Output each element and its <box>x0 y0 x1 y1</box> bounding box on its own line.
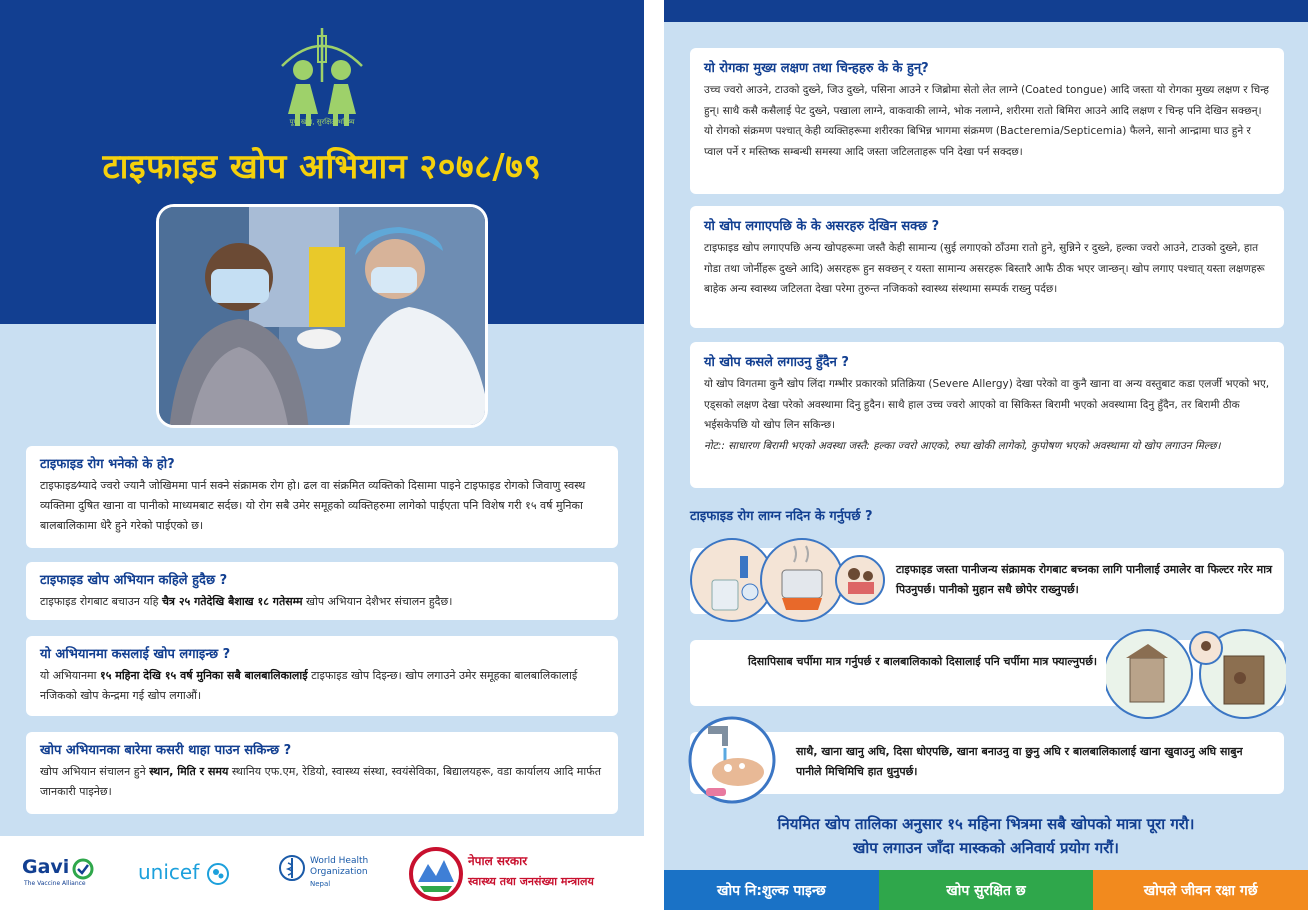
card-note: नोट:: साधारण बिरामी भएको अवस्था जस्तै: हल्का ज्वरो आएको, रुघा खोकी लागेको, कुपोषण भएको अवस्थामा यो खोप लगाउन मिल्छ। <box>704 439 1221 452</box>
prevention-title: टाइफाइड रोग लाग्न नदिन के गर्नुपर्छ ? <box>690 509 873 524</box>
card-who-gets-vaccine <box>26 636 618 716</box>
footer-safe-vaccine: खोप सुरक्षित छ <box>879 870 1094 910</box>
card-body: उच्च ज्वरो आउने, टाउको दुख्ने, जिउ दुख्ने, पसिना आउने र जिब्रोमा सेतो लेत लाग्ने (Coated tongue) आदि जस्ता यो रोगका मुख्य लक्षण र चिन्ह हुन्। साथै कसै कसैलाई पेट दुख्ने, पखाला लाग्ने, वाकवाकी लाग्ने, भोक नलाग्ने, शरीरमा रातो बिमिरा आउने आदि लक्षण र चिन्ह पनि देखिन सक्छन्। यो रोगको संक्रमण पश्चात् केही व्यक्तिहरूमा शरीरका बिभिन्न भागमा संक्रमण (Bacteremia/Septicemia) फैलने, सानो आन्द्रामा घाउ हुने र प्वाल पर्ने र मस्तिष्क सम्बन्धी समस्या आदि जस्ता जटिलताहरू पनि देखा पर्न सक्दछ। <box>704 84 1269 158</box>
right-header-band <box>664 0 1308 22</box>
who-logo <box>278 854 388 886</box>
gov-line-1: नेपाल सरकार <box>468 854 528 868</box>
card-who-should-not <box>690 342 1284 488</box>
card-body: खोप अभियान संचालन हुने स्थान, मिति र समय स्थानिय एफ.एम, रेडियो, स्वास्थ्य संस्था, स्वयंसेविका, बिद्यालयहरू, वडा कार्यालय आदि मार्फत जानकारी पाइनेछ। <box>40 765 601 798</box>
footer-saves-life: खोपले जीवन रक्षा गर्छ <box>1093 870 1308 910</box>
who-name: World Health Organization <box>310 856 369 877</box>
unicef-logo: unicef <box>138 860 200 884</box>
closing-line-2: खोप लगाउन जाँदा मास्कको अनिवार्य प्रयोग गरौं। <box>853 839 1119 857</box>
who-emblem-icon <box>278 854 306 882</box>
card-campaign-when <box>26 562 618 620</box>
gavi-logo: Gavi <box>22 856 70 878</box>
gavi-subtitle: The Vaccine Alliance <box>24 880 86 887</box>
card-body: यो अभियानमा १५ महिना देखि १५ वर्ष मुनिका सबै बालबालिकालाई टाइफाइड खोप दिइन्छ। खोप लगाउने उमेर समूहका बालबालिकालाई नजिकको खोप केन्द्रमा गई खोप लगाऔं। <box>40 669 578 702</box>
card-how-to-know <box>26 732 618 814</box>
prevention-text: दिसापिसाब चर्पीमा मात्र गर्नुपर्छ र बालबालिकाको दिसालाई पनि चर्पीमा मात्र फ्याल्नुपर्छ। <box>748 655 1098 668</box>
prevention-text: साथै, खाना खानु अघि, दिसा धोएपछि, खाना बनाउनु वा छुनु अघि र बालबालिकालाई खाना खुवाउनु अघि साबुन पानीले मिचिमिचि हात धुनुपर्छ। <box>796 745 1243 778</box>
card-heading: यो खोप लगाएपछि के के असरहरु देखिन सक्छ ? <box>704 219 940 234</box>
card-heading: टाइफाइड रोग भनेको के हो? <box>40 457 175 472</box>
card-heading: खोप अभियानका बारेमा कसरी थाहा पाउन सकिन्छ ? <box>40 743 292 758</box>
left-panel <box>0 0 644 910</box>
who-country: Nepal <box>310 880 331 888</box>
card-heading: टाइफाइड खोप अभियान कहिले हुदैछ ? <box>40 573 228 588</box>
logo-tagline: पूर्ण खोप, सुरक्षित भविष्य <box>289 118 355 126</box>
closing-message <box>664 812 1308 860</box>
partner-logos <box>0 836 644 910</box>
card-heading: यो खोप कसले लगाउनु हुँदैन ? <box>704 355 849 370</box>
page-title: टाइफाइड खोप अभियान २०७८/७९ <box>102 147 542 187</box>
prevention-text: टाइफाइड जस्ता पानीजन्य संक्रामक रोगबाट बच्नका लागि पानीलाई उमालेर वा फिल्टर गरेर मात्र पिउनुपर्छ। पानीको मुहान सधै छोपेर राख्नुपर्छ। <box>896 563 1273 596</box>
gavi-globe-icon <box>72 858 94 880</box>
right-panel <box>664 0 1308 910</box>
card-symptoms <box>690 48 1284 194</box>
card-side-effects <box>690 206 1284 328</box>
card-heading: यो अभियानमा कसलाई खोप लगाइन्छ ? <box>40 647 231 662</box>
footer-band <box>664 870 1308 910</box>
government-logo <box>408 846 628 902</box>
nepal-emblem-icon <box>408 846 464 902</box>
closing-line-1: नियमित खोप तालिका अनुसार १५ महिना भित्रमा सबै खोपको मात्रा पूरा गरौ। <box>777 815 1195 833</box>
vaccination-photo <box>156 204 488 428</box>
toilet-illustration <box>1106 628 1286 720</box>
footer-free-vaccine: खोप नि:शुल्क पाइन्छ <box>664 870 879 910</box>
card-body: यो खोप विगतमा कुनै खोप लिंदा गम्भीर प्रकारको प्रतिक्रिया (Severe Allergy) देखा परेको वा कुनै खाना वा अन्य वस्तुबाट कडा एलर्जी भएको भए, एड्सको लक्षण देखा परेको अवस्थामा दिनु हुदैन। साथै हाल उच्च ज्वरो आएको वा सिकिस्त बिरामी भएको अवस्थामा दिनु हुँदैन, तर बिरामी ठीक भईसकेपछि यो खोप लिन सकिन्छ। <box>704 378 1270 431</box>
boiling-water-illustration <box>690 536 886 624</box>
unicef-emblem-icon <box>206 862 230 886</box>
prevention-handwash <box>690 732 1284 794</box>
card-body: टाइफाइड खोप लगाएपछि अन्य खोपहरूमा जस्तै केही सामान्य (सुई लगाएको ठाँउमा रातो हुने, सुन्निने र दुख्ने, हल्का ज्वरो आउने, टाउको दुख्ने, हात गोडा तथा जोर्नीहरू दुख्ने आदि) असरहरू हुन सक्छन् र यस्ता सामान्य असरहरू बिस्तारै आफै ठीक भएर जान्छन्। खोप लगाए पश्चात् यस्ता लक्षणहरू बाहेक अन्य स्वास्थ्य जटिलता देखा परेमा तुरुन्त नजिकको स्वास्थ्य संस्थामा सम्पर्क राख्नु पर्दछ। <box>704 242 1265 295</box>
card-what-is-typhoid <box>26 446 618 548</box>
gov-line-2: स्वास्थ्य तथा जनसंख्या मन्त्रालय <box>468 875 594 888</box>
card-heading: यो रोगका मुख्य लक्षण तथा चिन्हहरु के के हुन्? <box>704 61 929 76</box>
card-body: टाइफाइड रोगबाट बचाउन यहि चैत्र २५ गतेदेखि बैशाख १८ गतेसम्म खोप अभियान देशैभर संचालन हुदैछ। <box>40 595 453 608</box>
handwashing-illustration <box>688 716 778 806</box>
card-body: टाइफाइड⁄म्यादे ज्वरो ज्यानै जोखिममा पार्न सक्ने संक्रामक रोग हो। ढल वा संक्रमित व्यक्तिको दिसामा पाइने टाइफाइड रोगको जिवाणु स्वस्थ व्यक्तिमा दुषित खाना वा पानीको माध्यमबाट सर्दछ। यो रोग सबै उमेर समूहको व्यक्तिहरुमा लागेको पाईएता पनि विशेष गरी १५ वर्ष मुनिका बालबालिकामा धेरै हुने गरेको पाईएको छ। <box>40 479 586 532</box>
